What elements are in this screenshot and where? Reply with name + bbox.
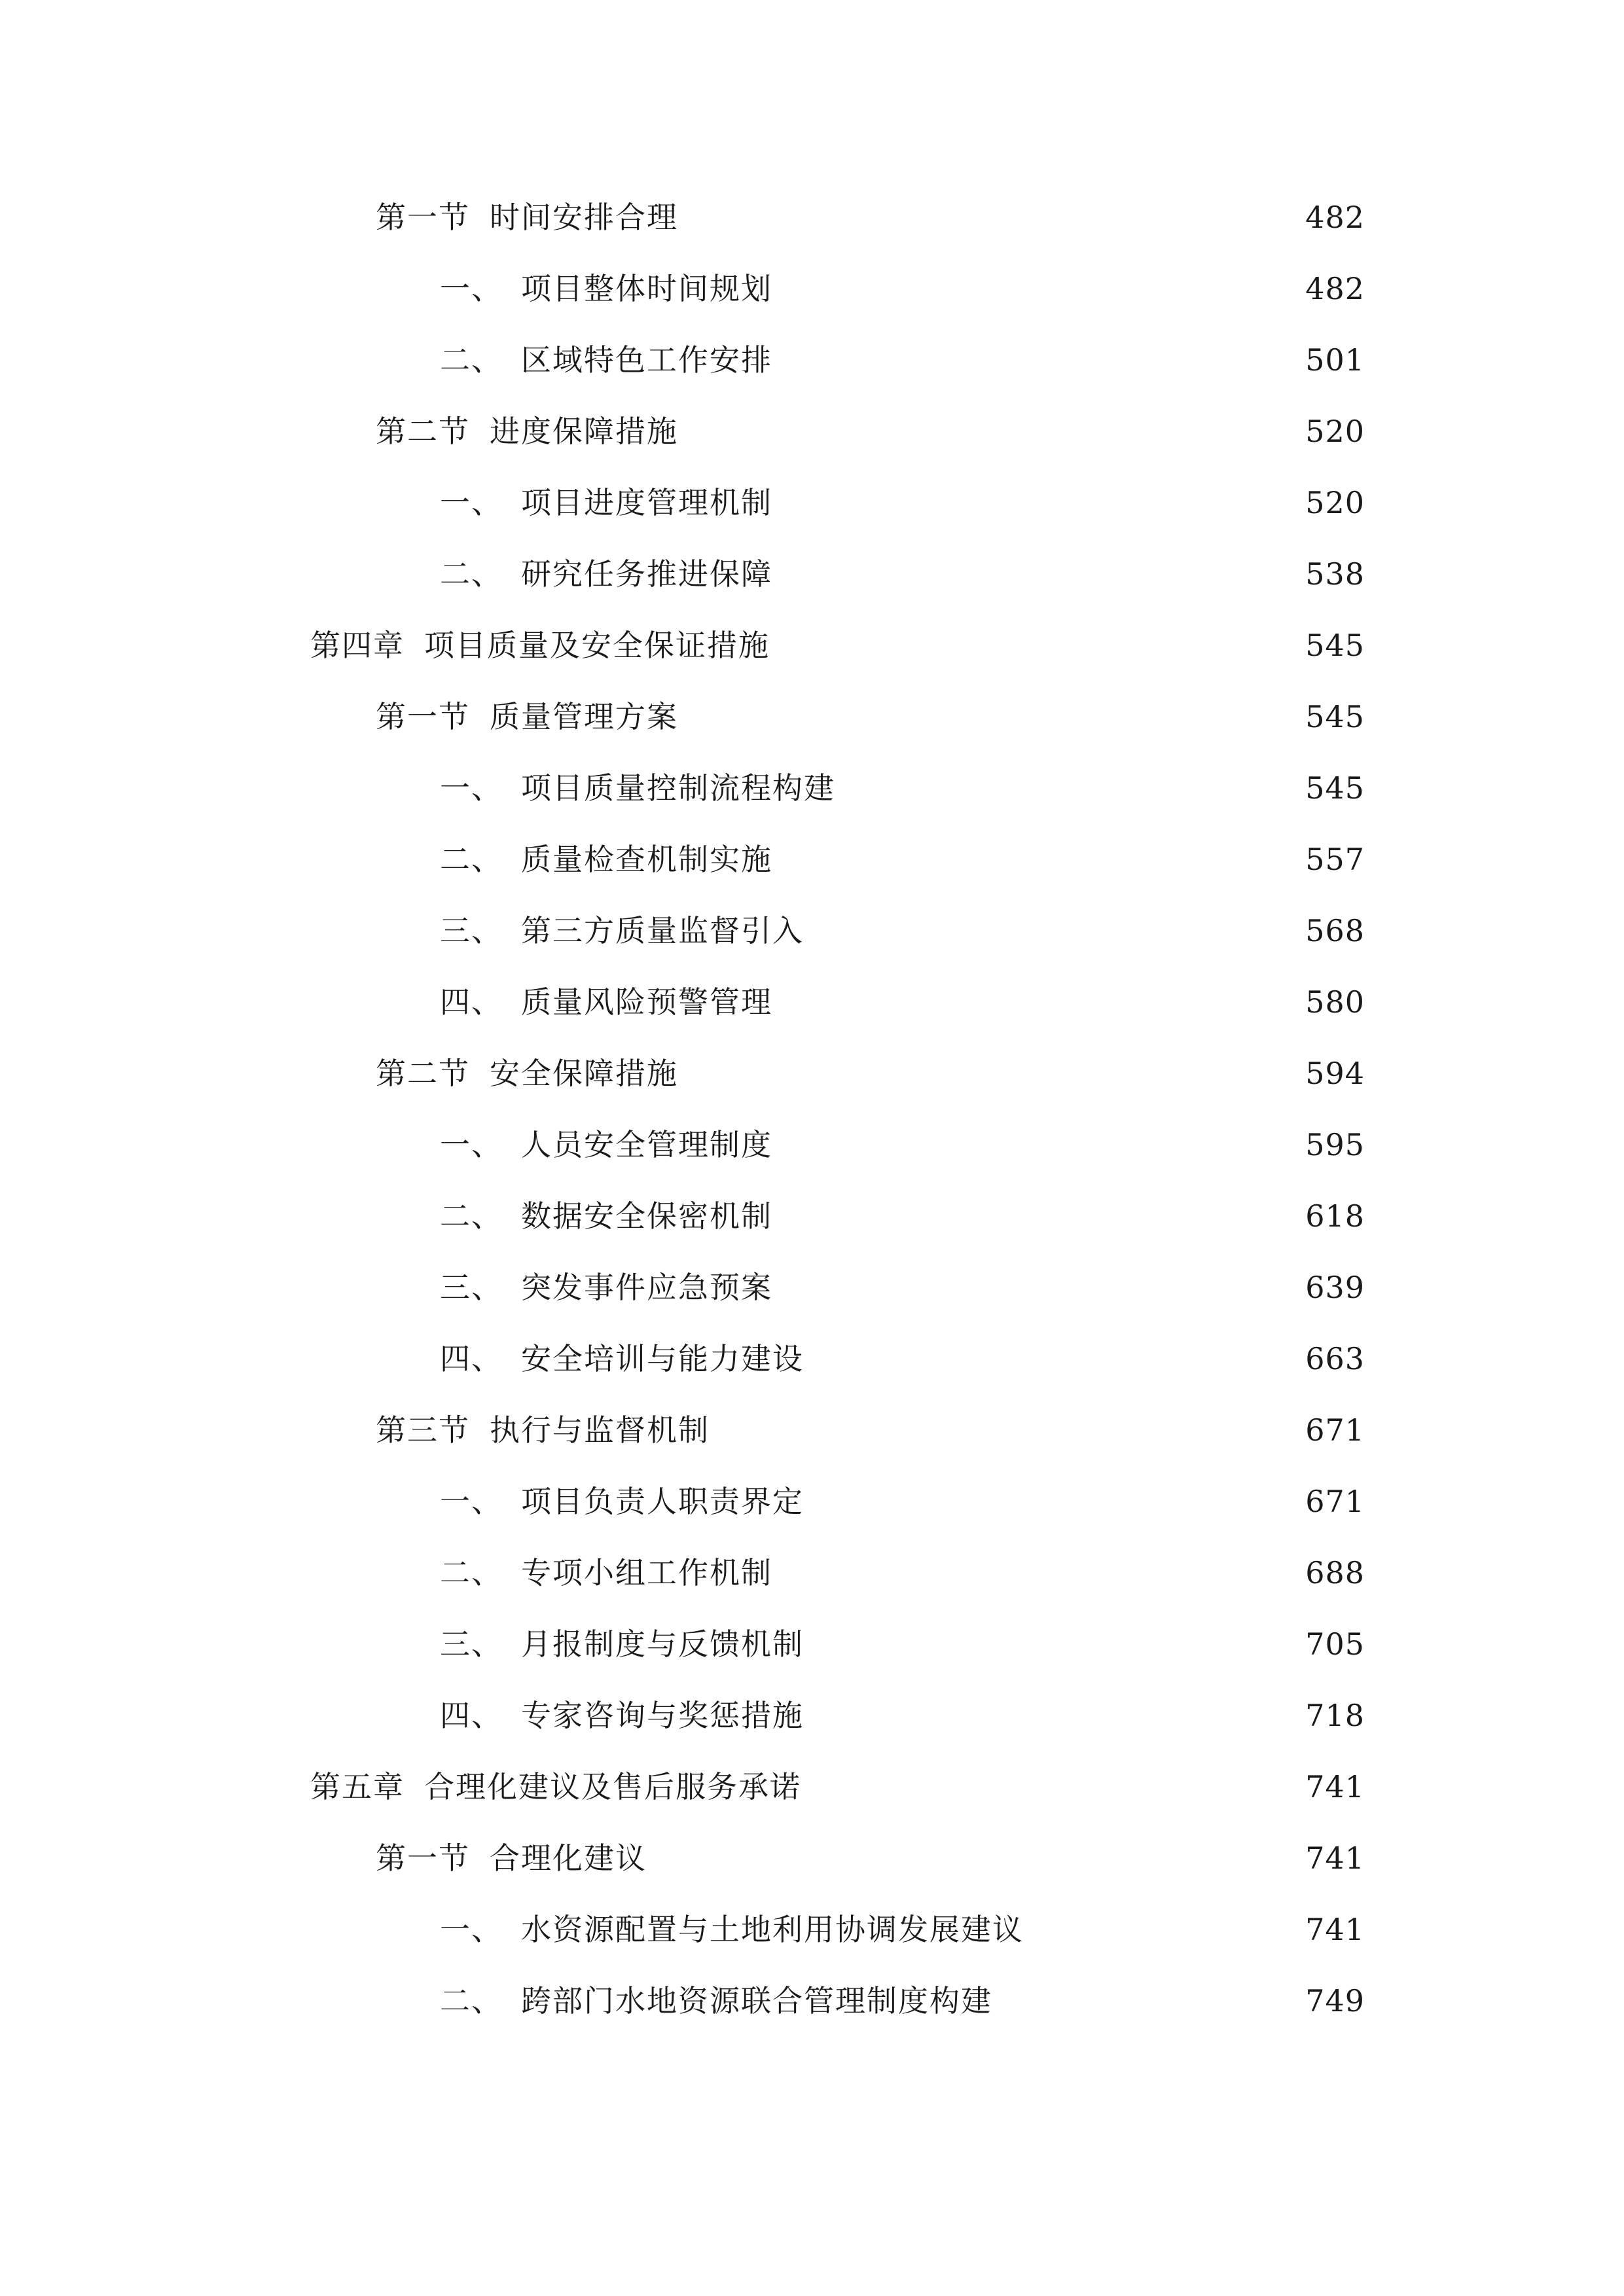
toc-entry-page: 671 <box>1305 1484 1365 1519</box>
dot-leader <box>784 262 1296 315</box>
toc-entry-title: 项目进度管理机制 <box>521 485 772 520</box>
dot-leader <box>847 762 1296 814</box>
dot-leader <box>659 1832 1296 1884</box>
dot-leader <box>816 1475 1296 1528</box>
dot-leader <box>816 1618 1296 1670</box>
toc-entry-page: 663 <box>1305 1341 1365 1376</box>
toc-entry-number: 第一节 <box>376 699 470 734</box>
dot-leader <box>690 405 1296 457</box>
toc-entry-page: 482 <box>1305 200 1365 235</box>
toc-entry-title: 项目负责人职责界定 <box>521 1484 804 1519</box>
toc-entry-page: 501 <box>1305 342 1365 378</box>
toc-entry-number: 三、 <box>440 1626 503 1662</box>
toc-entry-number: 一、 <box>440 485 503 520</box>
toc-entry[interactable] <box>440 1119 1365 1171</box>
dot-leader <box>784 833 1296 886</box>
toc-entry-title: 研究任务推进保障 <box>521 556 772 592</box>
toc-entry-page: 718 <box>1305 1698 1365 1733</box>
toc-entry-title: 合理化建议及售后服务承诺 <box>424 1769 801 1804</box>
toc-entry-page: 594 <box>1305 1056 1365 1091</box>
dot-leader <box>690 691 1296 743</box>
toc-entry-number: 三、 <box>440 1270 503 1305</box>
toc-entry-title: 质量管理方案 <box>490 699 678 734</box>
toc-entry[interactable] <box>440 262 1365 315</box>
toc-entry-page: 568 <box>1305 913 1365 948</box>
toc-entry[interactable] <box>440 976 1365 1028</box>
dot-leader <box>784 976 1296 1028</box>
toc-entry[interactable] <box>440 1618 1365 1670</box>
toc-entry-page: 580 <box>1305 984 1365 1020</box>
dot-leader <box>784 1261 1296 1314</box>
toc-entry[interactable] <box>440 1475 1365 1528</box>
toc-entry-number: 二、 <box>440 1198 503 1234</box>
toc-entry-title: 专家咨询与奖惩措施 <box>521 1698 804 1733</box>
toc-entry-title: 专项小组工作机制 <box>521 1555 772 1590</box>
toc-entry[interactable] <box>376 691 1365 743</box>
toc-entry[interactable] <box>310 619 1365 672</box>
dot-leader <box>813 1761 1296 1813</box>
dot-leader <box>816 1689 1296 1742</box>
toc-entry-page: 538 <box>1305 556 1365 592</box>
dot-leader <box>721 1404 1296 1456</box>
toc-entry-title: 区域特色工作安排 <box>521 342 772 378</box>
toc-entry-title: 时间安排合理 <box>490 200 678 235</box>
dot-leader <box>782 619 1296 672</box>
toc-entry-page: 671 <box>1305 1412 1365 1448</box>
toc-entry-title: 质量检查机制实施 <box>521 842 772 877</box>
toc-entry-title: 跨部门水地资源联合管理制度构建 <box>521 1983 992 2018</box>
dot-leader <box>784 334 1296 386</box>
toc-entry-title: 安全培训与能力建设 <box>521 1341 804 1376</box>
toc-entry-title: 进度保障措施 <box>490 414 678 449</box>
toc-entry[interactable] <box>440 476 1365 529</box>
toc-entry-title: 人员安全管理制度 <box>521 1127 772 1162</box>
dot-leader <box>784 1119 1296 1171</box>
toc-entry-number: 一、 <box>440 770 503 806</box>
toc-entry[interactable] <box>376 1832 1365 1884</box>
toc-entry-page: 545 <box>1305 770 1365 806</box>
toc-entry[interactable] <box>440 1261 1365 1314</box>
toc-entry-number: 第二节 <box>376 414 470 449</box>
toc-entry-page: 749 <box>1305 1983 1365 2018</box>
toc-entry[interactable] <box>440 1903 1365 1956</box>
toc-entry-page: 595 <box>1305 1127 1365 1162</box>
toc-entry-number: 第四章 <box>310 628 405 663</box>
toc-entry-number: 第一节 <box>376 200 470 235</box>
toc-entry-title: 项目质量控制流程构建 <box>521 770 835 806</box>
toc-entry-number: 二、 <box>440 342 503 378</box>
toc-entry-number: 二、 <box>440 1555 503 1590</box>
toc-entry-title: 月报制度与反馈机制 <box>521 1626 804 1662</box>
toc-entry[interactable] <box>440 1333 1365 1385</box>
toc-entry-number: 二、 <box>440 556 503 592</box>
toc-entry-number: 第三节 <box>376 1412 470 1448</box>
toc-entry-title: 第三方质量监督引入 <box>521 913 804 948</box>
toc-entry-title: 合理化建议 <box>490 1840 647 1876</box>
toc-entry[interactable] <box>376 405 1365 457</box>
toc-entry-title: 安全保障措施 <box>490 1056 678 1091</box>
dot-leader <box>784 1190 1296 1242</box>
toc-entry[interactable] <box>376 1047 1365 1100</box>
toc-entry-page: 545 <box>1305 628 1365 663</box>
toc-entry-page: 545 <box>1305 699 1365 734</box>
dot-leader <box>816 1333 1296 1385</box>
dot-leader <box>784 1547 1296 1599</box>
toc-entry[interactable] <box>440 1689 1365 1742</box>
toc-entry[interactable] <box>440 905 1365 957</box>
toc-entry-number: 一、 <box>440 1912 503 1947</box>
toc-entry-page: 520 <box>1305 414 1365 449</box>
toc-entry-number: 四、 <box>440 984 503 1020</box>
toc-entry[interactable] <box>440 833 1365 886</box>
toc-entry-number: 一、 <box>440 1484 503 1519</box>
toc-entry-title: 数据安全保密机制 <box>521 1198 772 1234</box>
toc-entry-title: 水资源配置与土地利用协调发展建议 <box>521 1912 1024 1947</box>
toc-entry[interactable] <box>440 1547 1365 1599</box>
toc-entry-title: 项目质量及安全保证措施 <box>424 628 770 663</box>
toc-entry-page: 741 <box>1305 1912 1365 1947</box>
toc-entry-number: 第一节 <box>376 1840 470 1876</box>
toc-entry[interactable] <box>310 1761 1365 1813</box>
dot-leader <box>1036 1903 1296 1956</box>
toc-entry-number: 二、 <box>440 842 503 877</box>
toc-entry-page: 639 <box>1305 1270 1365 1305</box>
toc-entry-page: 557 <box>1305 842 1365 877</box>
toc-entry-number: 四、 <box>440 1341 503 1376</box>
toc-entry-number: 一、 <box>440 1127 503 1162</box>
dot-leader <box>690 1047 1296 1100</box>
toc-entry[interactable] <box>440 334 1365 386</box>
toc-entry-page: 705 <box>1305 1626 1365 1662</box>
toc-entry-number: 三、 <box>440 913 503 948</box>
dot-leader <box>784 548 1296 600</box>
toc-entry[interactable] <box>440 1975 1365 2027</box>
toc-entry[interactable] <box>440 762 1365 814</box>
toc-entry[interactable] <box>376 191 1365 243</box>
toc-entry-number: 四、 <box>440 1698 503 1733</box>
toc-entry-title: 突发事件应急预案 <box>521 1270 772 1305</box>
dot-leader <box>1004 1975 1296 2027</box>
toc-entry-title: 项目整体时间规划 <box>521 271 772 306</box>
toc-entry-number: 一、 <box>440 271 503 306</box>
toc-entry-title: 质量风险预警管理 <box>521 984 772 1020</box>
toc-entry-page: 741 <box>1305 1769 1365 1804</box>
toc-entry-page: 688 <box>1305 1555 1365 1590</box>
dot-leader <box>784 476 1296 529</box>
dot-leader <box>816 905 1296 957</box>
toc-entry-number: 二、 <box>440 1983 503 2018</box>
toc-entry[interactable] <box>376 1404 1365 1456</box>
toc-entry[interactable] <box>440 1190 1365 1242</box>
toc-entry-number: 第二节 <box>376 1056 470 1091</box>
toc-entry-page: 618 <box>1305 1198 1365 1234</box>
toc-entry-page: 482 <box>1305 271 1365 306</box>
toc-entry-page: 520 <box>1305 485 1365 520</box>
toc-entry[interactable] <box>440 548 1365 600</box>
toc-entry-number: 第五章 <box>310 1769 405 1804</box>
dot-leader <box>690 191 1296 243</box>
toc-entry-page: 741 <box>1305 1840 1365 1876</box>
toc-entry-title: 执行与监督机制 <box>490 1412 710 1448</box>
